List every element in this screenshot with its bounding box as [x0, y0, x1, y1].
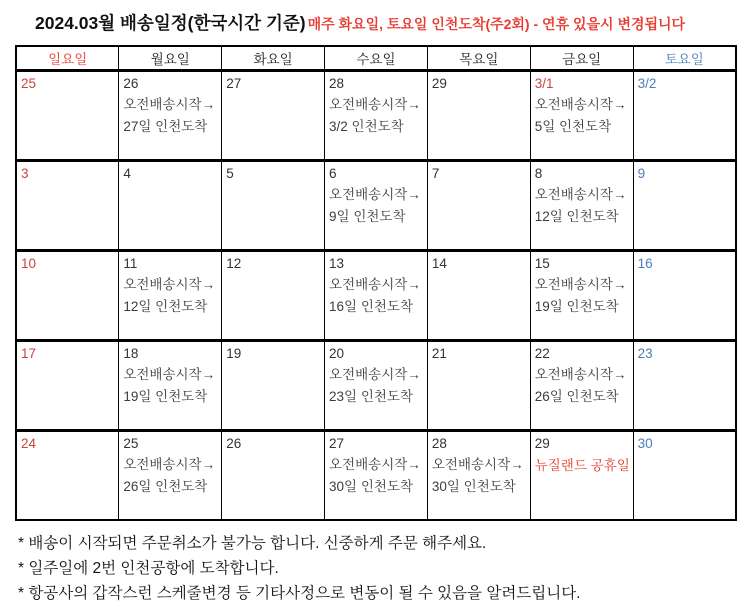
calendar-cell [16, 71, 119, 161]
date-number: 18 [123, 346, 139, 361]
calendar-cell [530, 431, 633, 521]
date-number: 16 [637, 256, 653, 271]
calendar-cell [119, 71, 222, 161]
date-number: 12 [226, 256, 242, 271]
weekday-header-row [16, 46, 736, 71]
calendar-cell [119, 161, 222, 251]
calendar-cell [222, 251, 325, 341]
weekday-header-tuesday: 화요일 [222, 46, 325, 71]
calendar-cell [222, 431, 325, 521]
date-number: 14 [431, 256, 447, 271]
date-number: 23 [637, 346, 653, 361]
calendar-cell [633, 161, 736, 251]
note-line: * 일주일에 2번 인천공항에 도착합니다. [18, 560, 279, 577]
schedule-text: 26일 인천도착 [123, 478, 208, 494]
schedule-text: 9일 인천도착 [329, 208, 406, 224]
schedule-text: 오전배송시작→ [534, 277, 627, 292]
weekday-header-saturday: 토요일 [633, 46, 736, 71]
schedule-text: 5일 인천도착 [534, 118, 612, 134]
schedule-text: 3/2 인천도착 [329, 118, 404, 134]
schedule-text: 오전배송시작→ [431, 457, 524, 472]
schedule-text: 26일 인천도착 [534, 388, 619, 404]
calendar-cell [427, 431, 530, 521]
calendar-cell [325, 71, 428, 161]
calendar-cell [119, 341, 222, 431]
schedule-text: 오전배송시작→ [534, 187, 627, 202]
date-number: 28 [329, 76, 345, 91]
calendar-week-row [16, 71, 736, 161]
calendar-cell [119, 431, 222, 521]
date-number: 28 [431, 436, 447, 451]
date-number: 26 [123, 76, 139, 91]
weekday-header-monday: 월요일 [119, 46, 222, 71]
date-number: 4 [123, 166, 131, 181]
title-notice-text: 매주 화요일, 토요일 인천도착(주2회) - 연휴 있을시 변경됩니다 [307, 16, 686, 32]
calendar-cell [530, 341, 633, 431]
calendar-cell [633, 341, 736, 431]
date-number: 29 [534, 436, 550, 451]
schedule-text: 23일 인천도착 [329, 388, 414, 404]
calendar-week-row [16, 161, 736, 251]
calendar-cell [530, 251, 633, 341]
calendar-cell [222, 161, 325, 251]
date-number: 17 [21, 346, 37, 361]
weekday-header-thursday: 목요일 [427, 46, 530, 71]
schedule-text: 27일 인천도착 [123, 118, 208, 134]
date-number: 7 [431, 166, 440, 181]
schedule-text: 30일 인천도착 [431, 478, 516, 494]
weekday-header-wednesday: 수요일 [325, 46, 428, 71]
date-number: 20 [329, 346, 345, 361]
calendar-cell [633, 71, 736, 161]
date-number: 11 [123, 256, 138, 271]
calendar-cell [427, 161, 530, 251]
calendar-cell [325, 431, 428, 521]
date-number: 13 [329, 256, 345, 271]
date-number: 25 [21, 76, 37, 91]
calendar-cell [16, 161, 119, 251]
schedule-text: 오전배송시작→ [123, 97, 216, 112]
schedule-text: 12일 인천도착 [534, 208, 619, 224]
schedule-text: 오전배송시작→ [329, 457, 421, 472]
calendar-cell [530, 71, 633, 161]
date-number: 29 [431, 76, 447, 91]
note-line: * 항공사의 갑작스런 스케줄변경 등 기타사정으로 변동이 될 수 있음을 알려드립니다. [18, 585, 581, 602]
page-title [35, 10, 745, 35]
calendar-cell [427, 341, 530, 431]
calendar-week-row [16, 431, 736, 521]
date-number: 10 [21, 256, 37, 271]
date-number: 9 [637, 166, 646, 181]
calendar-cell [633, 251, 736, 341]
schedule-text: 12일 인천도착 [123, 298, 208, 314]
holiday-text: 뉴질랜드 공휴일 [534, 458, 630, 473]
date-number: 6 [329, 166, 337, 181]
schedule-text: 오전배송시작→ [534, 367, 627, 382]
date-number: 8 [534, 166, 543, 181]
date-number: 19 [226, 346, 242, 361]
schedule-text: 오전배송시작→ [329, 187, 421, 202]
calendar-cell [427, 251, 530, 341]
footer-notes [18, 531, 738, 606]
calendar-cell [16, 251, 119, 341]
date-number: 26 [226, 436, 242, 451]
calendar-cell [16, 431, 119, 521]
calendar-cell [119, 251, 222, 341]
title-text: 2024.03월 배송일정(한국시간 기준) [35, 13, 306, 33]
calendar-cell [633, 431, 736, 521]
date-number: 3/2 [637, 76, 657, 91]
schedule-text: 오전배송시작→ [123, 367, 216, 382]
calendar-week-row [16, 341, 736, 431]
schedule-text: 30일 인천도착 [329, 478, 414, 494]
date-number: 27 [226, 76, 242, 91]
schedule-text: 오전배송시작→ [329, 97, 421, 112]
weekday-header-friday: 금요일 [530, 46, 633, 71]
date-number: 3 [21, 166, 29, 181]
weekday-header-sunday: 일요일 [16, 46, 119, 71]
calendar-cell [325, 161, 428, 251]
schedule-text: 오전배송시작→ [123, 277, 216, 292]
calendar-cell [222, 71, 325, 161]
note-line: * 배송이 시작되면 주문취소가 불가능 합니다. 신중하게 주문 해주세요. [18, 535, 487, 552]
schedule-text: 오전배송시작→ [123, 457, 216, 472]
date-number: 5 [226, 166, 234, 181]
calendar-table [15, 45, 737, 521]
calendar-cell [16, 341, 119, 431]
calendar-body [16, 71, 736, 521]
schedule-text: 19일 인천도착 [123, 388, 208, 404]
schedule-text: 19일 인천도착 [534, 298, 619, 314]
date-number: 30 [637, 436, 653, 451]
date-number: 25 [123, 436, 139, 451]
date-number: 22 [534, 346, 550, 361]
schedule-text: 오전배송시작→ [329, 367, 421, 382]
date-number: 3/1 [534, 76, 554, 91]
date-number: 21 [431, 346, 447, 361]
calendar-cell [427, 71, 530, 161]
date-number: 24 [21, 436, 37, 451]
calendar-cell [325, 251, 428, 341]
date-number: 15 [534, 256, 550, 271]
schedule-text: 16일 인천도착 [329, 298, 414, 314]
schedule-text: 오전배송시작→ [329, 277, 421, 292]
date-number: 27 [329, 436, 345, 451]
calendar-cell [530, 161, 633, 251]
calendar-cell [325, 341, 428, 431]
calendar-cell [222, 341, 325, 431]
calendar-week-row [16, 251, 736, 341]
schedule-text: 오전배송시작→ [534, 97, 627, 112]
